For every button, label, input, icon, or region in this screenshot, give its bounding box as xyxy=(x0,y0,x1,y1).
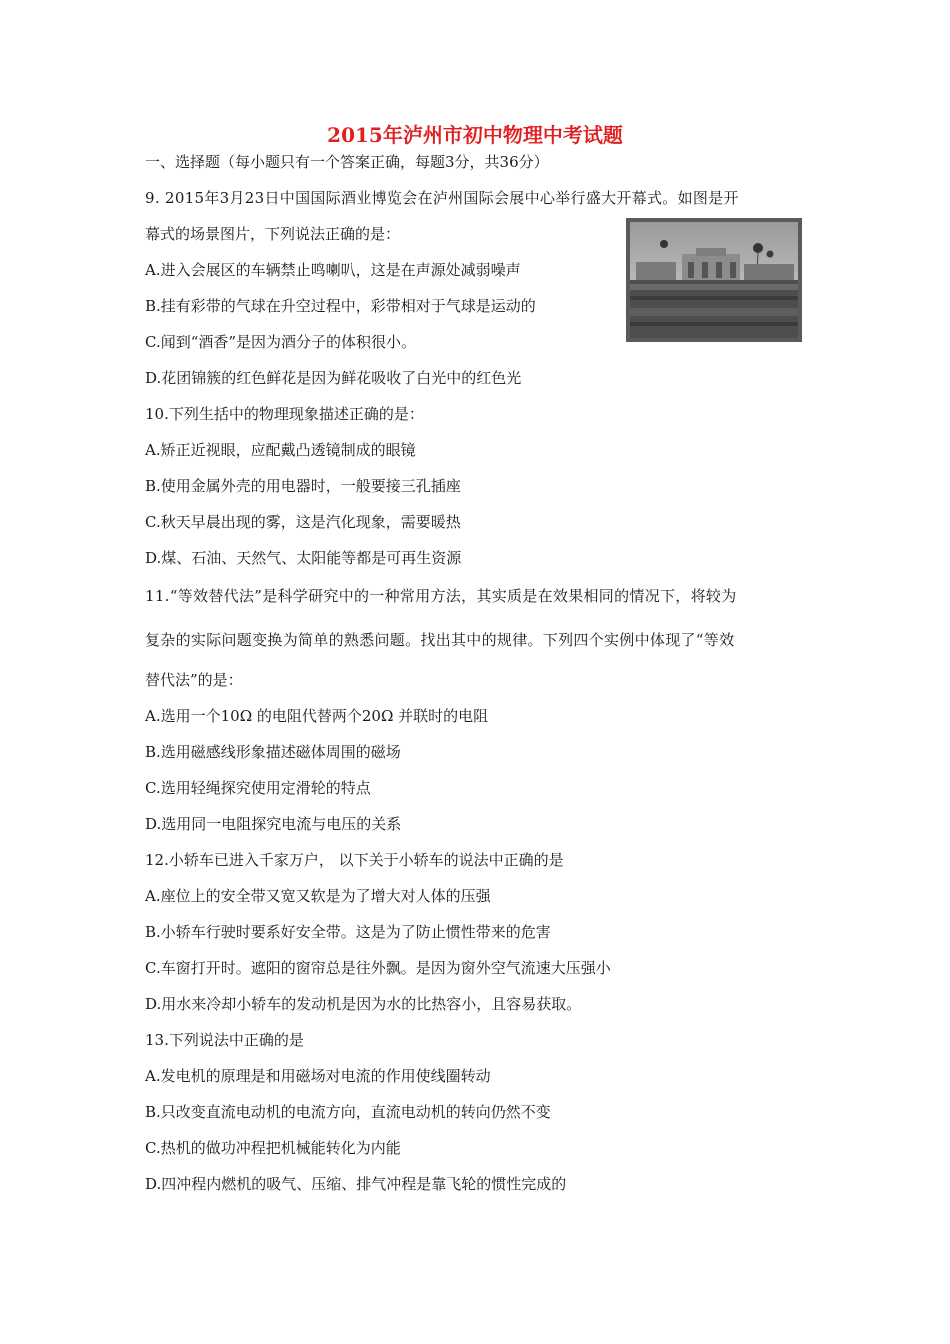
text-line: 10.下列生括中的物理现象描述正确的是： xyxy=(145,405,424,423)
opening-ceremony-photo xyxy=(626,218,802,342)
text-line: D.选用同一电阻探究电流与电压的关系 xyxy=(145,815,402,833)
text-line: D.煤、石油、天然气、太阳能等都是可再生资源 xyxy=(145,549,462,567)
text-line: 替代法”的是： xyxy=(145,671,243,689)
text-line: C.选用轻绳探究使用定滑轮的特点 xyxy=(145,779,371,797)
text-line: 11.“等效替代法”是科学研究中的一种常用方法，其实质是在效果相同的情况下，将较为 xyxy=(145,587,737,605)
text-line: 12.小轿车已进入千家万户， 以下关于小轿车的说法中正确的是 xyxy=(145,851,564,869)
text-line: 9. 2015年3月23日中国国际酒业博览会在泸州国际会展中心举行盛大开幕式。如图是开 xyxy=(145,189,739,207)
text-line: 幕式的场景图片，下列说法正确的是： xyxy=(145,225,401,243)
text-line: A.座位上的安全带又宽又软是为了增大对人体的压强 xyxy=(145,887,491,905)
page-title: 2015年泸州市初中物理中考试题 xyxy=(327,123,623,147)
text-line: C.秋天早晨出现的雾，这是汽化现象，需要暖热 xyxy=(145,513,461,531)
text-line: A.发电机的原理是和用磁场对电流的作用使线圈转动 xyxy=(145,1067,491,1085)
text-line: A.进入会展区的车辆禁止鸣喇叭，这是在声源处减弱噪声 xyxy=(145,261,521,279)
section-header: 一、选择题（每小题只有一个答案正确，每题3分，共36分） xyxy=(145,153,549,171)
text-line: C.热机的做功冲程把机械能转化为内能 xyxy=(145,1139,401,1157)
text-line: D.四冲程内燃机的吸气、压缩、排气冲程是靠飞轮的惯性完成的 xyxy=(145,1175,567,1193)
text-line: D.花团锦簇的红色鲜花是因为鲜花吸收了白光中的红色光 xyxy=(145,369,522,387)
text-line: B.使用金属外壳的用电器时，一般要接三孔插座 xyxy=(145,477,461,495)
text-line: B.只改变直流电动机的电流方向，直流电动机的转向仍然不变 xyxy=(145,1103,551,1121)
text-line: 复杂的实际问题变换为简单的熟悉问题。找出其中的规律。下列四个实例中体现了“等效 xyxy=(145,631,735,649)
text-line: D.用水来冷却小轿车的发动机是因为水的比热容小，且容易获取。 xyxy=(145,995,582,1013)
text-line: B.小轿车行驶时要系好安全带。这是为了防止惯性带来的危害 xyxy=(145,923,551,941)
text-line: 13.下列说法中正确的是 xyxy=(145,1031,304,1049)
photo-illustration xyxy=(626,218,802,342)
text-line: A.选用一个10Ω 的电阻代替两个20Ω 并联时的电阻 xyxy=(145,707,489,725)
text-line: C.车窗打开时。遮阳的窗帘总是往外飘。是因为窗外空气流速大压强小 xyxy=(145,959,611,977)
text-line: C.闻到“酒香”是因为酒分子的体积很小。 xyxy=(145,333,417,351)
text-line: B.选用磁感线形象描述磁体周围的磁场 xyxy=(145,743,401,761)
text-line: A.矫正近视眼，应配戴凸透镜制成的眼镜 xyxy=(145,441,416,459)
text-line: B.挂有彩带的气球在升空过程中，彩带相对于气球是运动的 xyxy=(145,297,536,315)
